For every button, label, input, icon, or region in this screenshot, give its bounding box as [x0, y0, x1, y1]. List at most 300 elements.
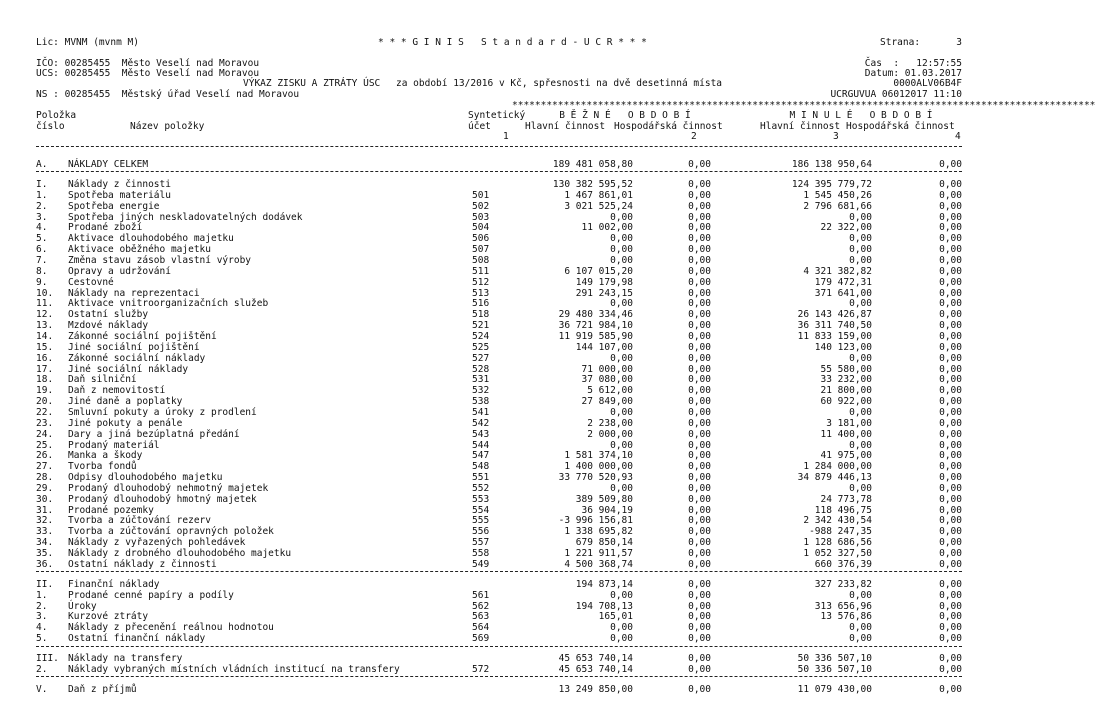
row-account: 558	[472, 548, 490, 559]
row-number: 27.	[36, 461, 54, 473]
row-previous-main: 0,00	[849, 244, 872, 256]
row-current-economic: 0,00	[688, 461, 711, 473]
row-current-economic: 0,00	[688, 622, 711, 634]
row-previous-economic: 0,00	[939, 233, 962, 245]
row-current-main: 0,00	[610, 633, 633, 645]
row-account: 563	[472, 611, 490, 623]
row-name: Ostatní služby	[68, 309, 149, 321]
row-current-main: 0,00	[610, 622, 633, 634]
row-name: Náklady z činnosti	[68, 179, 171, 190]
row-current-main: 0,00	[610, 482, 633, 494]
row-name: Prodané cenné papíry a podíly	[68, 589, 234, 601]
row-previous-economic: 0,00	[939, 244, 962, 256]
row-previous-economic: 0,00	[939, 320, 962, 332]
row-current-main: 0,00	[610, 255, 633, 266]
row-name: Odpisy dlouhodobého majetku	[68, 472, 223, 483]
row-name: Daň z nemovitostí	[68, 385, 166, 397]
row-number: 14.	[36, 331, 54, 342]
row-name: Opravy a udržování	[68, 265, 171, 277]
row-number: 19.	[36, 385, 54, 397]
row-name: Smluvní pokuty a úroky z prodlení	[68, 406, 257, 418]
row-account: 544	[472, 439, 490, 451]
row-current-economic: 0,00	[688, 255, 711, 266]
row-number: 36.	[36, 558, 54, 570]
row-previous-main: 179 472,31	[814, 276, 872, 288]
row-name: Zákonné sociální náklady	[68, 352, 206, 364]
row-account: 513	[472, 287, 490, 299]
row-current-economic: 0,00	[688, 558, 711, 570]
row-number: 23.	[36, 417, 54, 429]
row-number: 26.	[36, 450, 54, 462]
row-name: Jiné pokuty a penále	[68, 417, 183, 429]
row-account: 554	[472, 504, 490, 516]
row-previous-main: 50 336 507,10	[797, 653, 872, 665]
row-name: Zákonné sociální pojištění	[68, 331, 217, 342]
row-previous-economic: 0,00	[939, 653, 962, 665]
row-account: 543	[472, 428, 490, 440]
row-name: Tvorba fondů	[68, 461, 137, 473]
row-previous-main: 0,00	[849, 439, 872, 451]
row-current-economic: 0,00	[688, 428, 711, 440]
ucs-line: UCS: 00285455 Město Veselí nad Moravou	[36, 68, 260, 79]
row-number: 7.	[36, 255, 48, 266]
row-current-economic: 0,00	[688, 482, 711, 494]
row-account: 503	[472, 211, 490, 223]
row-account: 511	[472, 265, 490, 277]
row-previous-economic: 0,00	[939, 211, 962, 223]
row-name: Aktivace oběžného majetku	[68, 244, 211, 256]
row-previous-main: 118 496,75	[814, 504, 872, 516]
row-current-economic: 0,00	[688, 222, 711, 234]
row-current-economic: 0,00	[688, 472, 711, 483]
row-current-main: 0,00	[610, 352, 633, 364]
row-current-main: 0,00	[610, 244, 633, 256]
row-previous-main: 0,00	[849, 255, 872, 266]
col-num-1: 1	[503, 131, 509, 142]
row-previous-main: 21 800,00	[820, 385, 872, 397]
col-minule-obdobi: M I N U L É O B D O B Í	[789, 110, 933, 121]
col-synteticky: Syntetický	[468, 110, 526, 121]
row-previous-economic: 0,00	[939, 450, 962, 462]
row-account: 552	[472, 482, 490, 494]
row-current-main: 149 179,98	[575, 276, 633, 288]
row-current-economic: 0,00	[688, 189, 711, 201]
row-account: 569	[472, 633, 490, 645]
col-polozka: Položka	[36, 110, 77, 121]
row-name: Jiné sociální náklady	[68, 363, 189, 375]
row-current-main: 1 581 374,10	[564, 450, 633, 462]
row-previous-main: 2 796 681,66	[803, 200, 872, 212]
row-number: V.	[36, 684, 48, 696]
row-previous-economic: 0,00	[939, 589, 962, 601]
row-previous-main: 41 975,00	[820, 450, 872, 462]
row-previous-economic: 0,00	[939, 255, 962, 266]
row-previous-main: 24 773,78	[820, 493, 872, 505]
row-number: 1.	[36, 589, 48, 601]
row-account: 516	[472, 298, 490, 310]
col-cislo: číslo	[36, 121, 65, 132]
row-current-main: 2 238,00	[587, 417, 633, 429]
row-name: Náklady z přecenění reálnou hodnotou	[68, 622, 274, 634]
section-divider	[36, 676, 962, 677]
row-account: 561	[472, 589, 490, 601]
row-previous-economic: 0,00	[939, 482, 962, 494]
row-name: Aktivace vnitroorganizačních služeb	[68, 298, 269, 310]
row-previous-economic: 0,00	[939, 189, 962, 201]
section-divider	[36, 571, 962, 572]
row-number: 1.	[36, 189, 48, 201]
row-current-main: 1 221 911,57	[564, 548, 633, 559]
row-current-economic: 0,00	[688, 600, 711, 612]
row-previous-main: 36 311 740,50	[797, 320, 872, 332]
row-name: Daň z příjmů	[68, 684, 137, 696]
row-previous-economic: 0,00	[939, 439, 962, 451]
row-name: Jiné daně a poplatky	[68, 396, 183, 408]
row-account: 541	[472, 406, 490, 418]
report-period: za období 13/2016 v Kč, spřesnosti na dvě desetinná místa	[396, 78, 723, 89]
row-name: Prodaný dlouhodobý hmotný majetek	[68, 493, 257, 505]
row-previous-main: 2 342 430,54	[803, 515, 872, 527]
row-previous-main: 3 181,00	[826, 417, 872, 429]
row-current-main: 36 721 984,10	[558, 320, 633, 332]
row-previous-economic: 0,00	[939, 406, 962, 418]
row-current-economic: 0,00	[688, 578, 711, 590]
row-number: 24.	[36, 428, 54, 440]
row-current-economic: 0,00	[688, 233, 711, 245]
row-previous-main: 0,00	[849, 622, 872, 634]
row-previous-main: 50 336 507,10	[797, 664, 872, 675]
row-current-economic: 0,00	[688, 450, 711, 462]
row-current-economic: 0,00	[688, 589, 711, 601]
row-current-economic: 0,00	[688, 341, 711, 353]
row-number: 13.	[36, 320, 54, 332]
row-previous-main: 124 395 779,72	[791, 179, 872, 190]
row-number: 2.	[36, 600, 48, 612]
row-current-economic: 0,00	[688, 664, 711, 675]
row-account: 542	[472, 417, 490, 429]
row-previous-economic: 0,00	[939, 537, 962, 549]
row-previous-main: 371 641,00	[814, 287, 872, 299]
row-name: Ostatní náklady z činnosti	[68, 558, 217, 570]
row-previous-economic: 0,00	[939, 558, 962, 570]
row-previous-main: 60 922,00	[820, 396, 872, 408]
row-previous-economic: 0,00	[939, 633, 962, 645]
row-current-main: 11 002,00	[581, 222, 633, 234]
row-current-economic: 0,00	[688, 211, 711, 223]
row-account: 556	[472, 526, 490, 538]
ns-line: NS : 00285455 Městský úřad Veselí nad Moravou	[36, 89, 300, 100]
row-previous-economic: 0,00	[939, 578, 962, 590]
row-number: 28.	[36, 472, 54, 483]
row-name: Spotřeba materiálu	[68, 189, 171, 201]
row-account: 525	[472, 341, 490, 353]
row-current-economic: 0,00	[688, 331, 711, 342]
row-account: 502	[472, 200, 490, 212]
row-current-main: 0,00	[610, 439, 633, 451]
row-previous-economic: 0,00	[939, 374, 962, 386]
row-current-economic: 0,00	[688, 374, 711, 386]
row-account: 528	[472, 363, 490, 375]
row-name: Tvorba a zúčtování opravných položek	[68, 526, 274, 538]
row-current-economic: 0,00	[688, 287, 711, 299]
row-account: 501	[472, 189, 490, 201]
date-line: Datum: 01.03.2017	[864, 68, 962, 79]
row-current-economic: 0,00	[688, 276, 711, 288]
row-name: Změna stavu zásob vlastní výroby	[68, 255, 252, 266]
row-current-main: 679 850,14	[575, 537, 633, 549]
row-name: Prodané zboží	[68, 222, 143, 234]
row-number: 30.	[36, 493, 54, 505]
time-line: Čas : 12:57:55	[864, 58, 962, 69]
row-number: 4.	[36, 622, 48, 634]
row-name: Spotřeba energie	[68, 200, 160, 212]
row-previous-economic: 0,00	[939, 309, 962, 321]
report-code: 0000ALV06B4F	[893, 78, 962, 89]
row-previous-economic: 0,00	[939, 222, 962, 234]
row-previous-main: 186 138 950,64	[791, 159, 872, 170]
license-line: Lic: MVNM (mvnm M)	[36, 37, 139, 48]
row-previous-main: 1 284 000,00	[803, 461, 872, 473]
row-number: 9.	[36, 276, 48, 288]
row-previous-main: 0,00	[849, 482, 872, 494]
row-name: Jiné sociální pojištění	[68, 341, 200, 353]
row-current-economic: 0,00	[688, 385, 711, 397]
row-account: 507	[472, 244, 490, 256]
row-number: 12.	[36, 309, 54, 321]
row-number: 5.	[36, 233, 48, 245]
row-account: 564	[472, 622, 490, 634]
row-current-main: 71 000,00	[581, 363, 633, 375]
row-account: 527	[472, 352, 490, 364]
row-current-main: 144 107,00	[575, 341, 633, 353]
report-title: VÝKAZ ZISKU A ZTRÁTY ÚSC	[243, 78, 381, 89]
col-num-4: 4	[955, 131, 961, 142]
row-previous-economic: 0,00	[939, 352, 962, 364]
row-previous-economic: 0,00	[939, 265, 962, 277]
row-current-economic: 0,00	[688, 265, 711, 277]
row-account: 557	[472, 537, 490, 549]
row-previous-main: 0,00	[849, 233, 872, 245]
row-current-main: 0,00	[610, 298, 633, 310]
row-previous-main: -988 247,35	[809, 526, 872, 538]
row-previous-main: 0,00	[849, 589, 872, 601]
row-name: Aktivace dlouhodobého majetku	[68, 233, 234, 245]
row-name: NÁKLADY CELKEM	[68, 159, 149, 170]
row-current-economic: 0,00	[688, 515, 711, 527]
row-current-economic: 0,00	[688, 417, 711, 429]
page-label: Strana:	[880, 37, 921, 48]
row-previous-main: 660 376,39	[814, 558, 872, 570]
row-previous-main: 13 576,86	[820, 611, 872, 623]
row-previous-economic: 0,00	[939, 428, 962, 440]
row-previous-main: 11 833 159,00	[797, 331, 872, 342]
row-current-main: 1 338 695,82	[564, 526, 633, 538]
row-number: 11.	[36, 298, 54, 310]
row-name: Prodaný dlouhodobý nehmotný majetek	[68, 482, 269, 494]
row-number: 34.	[36, 537, 54, 549]
row-previous-economic: 0,00	[939, 385, 962, 397]
row-account: 553	[472, 493, 490, 505]
row-current-main: 6 107 015,20	[564, 265, 633, 277]
row-account: 538	[472, 396, 490, 408]
row-current-main: 0,00	[610, 211, 633, 223]
row-number: 3.	[36, 211, 48, 223]
row-current-economic: 0,00	[688, 537, 711, 549]
row-name: Spotřeba jiných neskladovatelných dodávek	[68, 211, 303, 223]
page-number: 3	[956, 37, 962, 48]
row-name: Prodaný materiál	[68, 439, 160, 451]
row-number: 8.	[36, 265, 48, 277]
col-hlavni-1: Hlavní činnost	[525, 121, 606, 132]
col-hospodarska-2: Hospodářská činnost	[614, 121, 723, 132]
row-name: Úroky	[68, 600, 97, 612]
row-previous-economic: 0,00	[939, 526, 962, 538]
row-previous-main: 0,00	[849, 406, 872, 418]
row-previous-economic: 0,00	[939, 396, 962, 408]
row-current-main: 5 612,00	[587, 385, 633, 397]
row-number: 17.	[36, 363, 54, 375]
row-current-economic: 0,00	[688, 526, 711, 538]
row-current-main: -3 996 156,81	[558, 515, 633, 527]
row-name: Náklady na transfery	[68, 653, 183, 665]
row-previous-economic: 0,00	[939, 622, 962, 634]
row-current-main: 37 080,00	[581, 374, 633, 386]
row-current-main: 33 770 520,93	[558, 472, 633, 483]
row-previous-main: 26 143 426,87	[797, 309, 872, 321]
row-number: 29.	[36, 482, 54, 494]
section-divider	[36, 646, 962, 647]
col-num-2: 2	[691, 131, 697, 142]
row-previous-economic: 0,00	[939, 611, 962, 623]
row-number: 35.	[36, 548, 54, 559]
row-current-main: 0,00	[610, 406, 633, 418]
row-number: A.	[36, 159, 48, 170]
row-previous-main: 0,00	[849, 633, 872, 645]
row-name: Finanční náklady	[68, 578, 160, 590]
row-name: Manka a škody	[68, 450, 143, 462]
row-current-main: 389 509,80	[575, 493, 633, 505]
row-previous-main: 34 879 446,13	[797, 472, 872, 483]
row-current-main: 1 400 000,00	[564, 461, 633, 473]
row-previous-main: 1 545 450,26	[803, 189, 872, 201]
row-previous-economic: 0,00	[939, 331, 962, 342]
row-number: I.	[36, 179, 48, 190]
row-previous-main: 327 233,82	[814, 578, 872, 590]
row-current-economic: 0,00	[688, 298, 711, 310]
row-previous-economic: 0,00	[939, 461, 962, 473]
row-current-economic: 0,00	[688, 309, 711, 321]
row-number: 31.	[36, 504, 54, 516]
row-account: 547	[472, 450, 490, 462]
row-current-main: 194 873,14	[575, 578, 633, 590]
row-account: 512	[472, 276, 490, 288]
row-current-economic: 0,00	[688, 653, 711, 665]
col-hlavni-3: Hlavní činnost	[760, 121, 841, 132]
row-name: Tvorba a zúčtování rezerv	[68, 515, 211, 527]
row-current-main: 4 500 368,74	[564, 558, 633, 570]
header-divider	[36, 146, 962, 147]
row-account: 572	[472, 664, 490, 675]
row-account: 506	[472, 233, 490, 245]
row-previous-main: 1 052 327,50	[803, 548, 872, 559]
row-previous-economic: 0,00	[939, 179, 962, 190]
row-number: 2.	[36, 664, 48, 675]
row-name: Náklady z vyřazených pohledávek	[68, 537, 246, 549]
row-account: 548	[472, 461, 490, 473]
row-current-main: 11 919 585,90	[558, 331, 633, 342]
row-current-main: 291 243,15	[575, 287, 633, 299]
row-name: Mzdové náklady	[68, 320, 149, 332]
row-current-economic: 0,00	[688, 611, 711, 623]
row-current-main: 3 021 525,24	[564, 200, 633, 212]
row-number: 15.	[36, 341, 54, 353]
row-name: Kurzové ztráty	[68, 611, 149, 623]
row-current-main: 189 481 058,80	[552, 159, 633, 170]
row-current-economic: 0,00	[688, 493, 711, 505]
row-current-economic: 0,00	[688, 244, 711, 256]
row-current-main: 194 708,13	[575, 600, 633, 612]
row-account: 555	[472, 515, 490, 527]
row-current-main: 165,01	[598, 611, 633, 623]
row-current-main: 45 653 740,14	[558, 653, 633, 665]
report-stamp: UCRGUVUA 06012017 11:10	[830, 89, 962, 100]
row-current-main: 1 467 861,01	[564, 189, 633, 201]
row-account: 562	[472, 600, 490, 612]
row-number: 3.	[36, 611, 48, 623]
row-name: Ostatní finanční náklady	[68, 633, 206, 645]
row-previous-economic: 0,00	[939, 159, 962, 170]
row-current-economic: 0,00	[688, 363, 711, 375]
row-current-main: 36 904,19	[581, 504, 633, 516]
row-current-economic: 0,00	[688, 179, 711, 190]
row-current-main: 2 000,00	[587, 428, 633, 440]
row-current-economic: 0,00	[688, 406, 711, 418]
row-number: 5.	[36, 633, 48, 645]
row-number: 25.	[36, 439, 54, 451]
row-number: 4.	[36, 222, 48, 234]
row-current-economic: 0,00	[688, 633, 711, 645]
row-number: III.	[36, 653, 59, 665]
row-previous-main: 0,00	[849, 352, 872, 364]
row-previous-main: 1 128 686,56	[803, 537, 872, 549]
row-previous-main: 33 232,00	[820, 374, 872, 386]
row-number: 22.	[36, 406, 54, 418]
row-account: 551	[472, 472, 490, 483]
row-previous-main: 140 123,00	[814, 341, 872, 353]
col-hospodarska-4: Hospodářská činnost	[846, 121, 955, 132]
row-number: II.	[36, 578, 54, 590]
row-previous-economic: 0,00	[939, 341, 962, 353]
row-previous-economic: 0,00	[939, 515, 962, 527]
row-current-economic: 0,00	[688, 159, 711, 170]
col-num-3: 3	[833, 131, 839, 142]
row-current-main: 45 653 740,14	[558, 664, 633, 675]
row-name: Náklady z drobného dlouhodobého majetku	[68, 548, 292, 559]
row-number: 18.	[36, 374, 54, 386]
row-previous-economic: 0,00	[939, 600, 962, 612]
row-current-main: 13 249 850,00	[558, 684, 633, 696]
row-number: 10.	[36, 287, 54, 299]
row-account: 549	[472, 558, 490, 570]
row-number: 33.	[36, 526, 54, 538]
section-divider	[36, 171, 962, 172]
row-previous-main: 11 400,00	[820, 428, 872, 440]
row-previous-economic: 0,00	[939, 363, 962, 375]
row-previous-economic: 0,00	[939, 287, 962, 299]
row-name: Náklady vybraných místních vládních institucí na transfery	[68, 664, 400, 675]
row-previous-economic: 0,00	[939, 276, 962, 288]
row-account: 504	[472, 222, 490, 234]
